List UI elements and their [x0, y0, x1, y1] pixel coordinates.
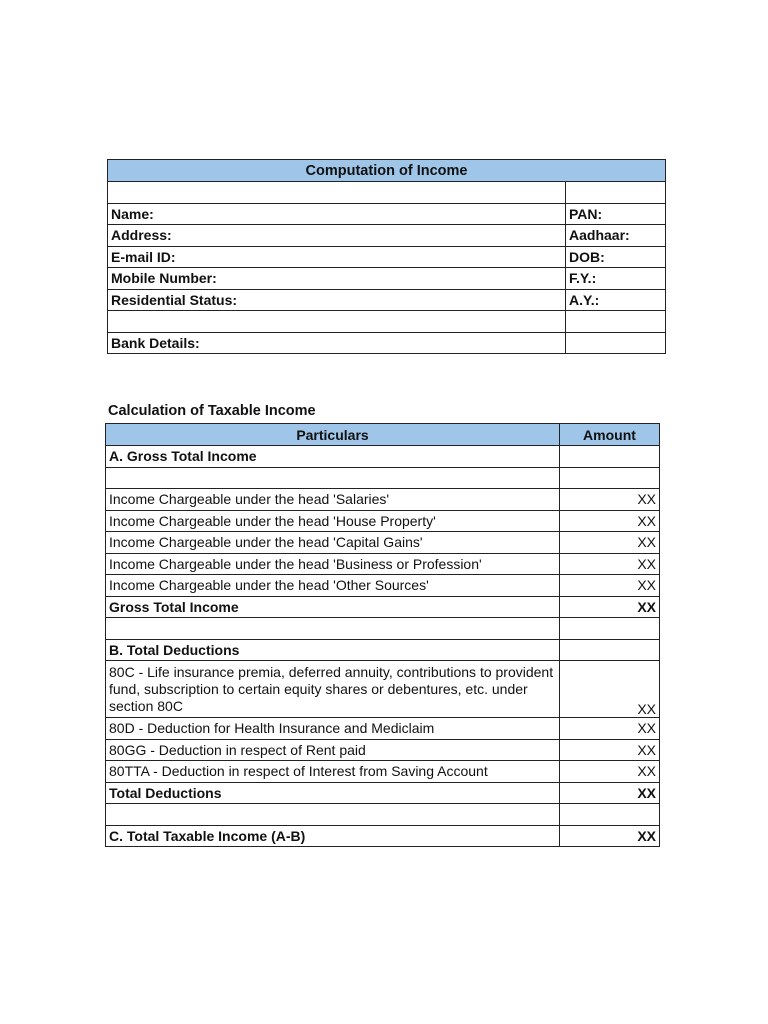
spacer-row [106, 804, 660, 826]
table-row [106, 510, 660, 532]
income-other-sources-label: Income Chargeable under the head 'Other Sources' [106, 575, 560, 597]
total-deductions-row [106, 782, 660, 804]
dob-label: DOB: [566, 246, 666, 268]
total-deductions-amount: XX [560, 782, 660, 804]
computation-of-income-table [107, 159, 666, 354]
mobile-number-label: Mobile Number: [108, 268, 566, 290]
income-business-amount: XX [560, 553, 660, 575]
email-label: E-mail ID: [108, 246, 566, 268]
deduction-80c-label: 80C - Life insurance premia, deferred annuity, contributions to provident fund, subscription to certain equity shares or debentures, etc. under section 80C [106, 661, 560, 718]
address-label: Address: [108, 225, 566, 247]
amount-header: Amount [560, 424, 660, 446]
computation-right-cell [566, 311, 666, 333]
computation-right-cell [566, 182, 666, 204]
computation-title: Computation of Income [108, 160, 666, 182]
gross-total-amount: XX [560, 596, 660, 618]
table-row [108, 203, 666, 225]
table-row [106, 575, 660, 597]
empty-cell [560, 467, 660, 489]
section-b-title: B. Total Deductions [106, 639, 560, 661]
aadhaar-label: Aadhaar: [566, 225, 666, 247]
empty-cell [560, 804, 660, 826]
total-taxable-income-label: C. Total Taxable Income (A-B) [106, 825, 560, 847]
gross-total-label: Gross Total Income [106, 596, 560, 618]
empty-cell [560, 446, 660, 468]
income-salaries-label: Income Chargeable under the head 'Salaries' [106, 489, 560, 511]
residential-status-label: Residential Status: [108, 289, 566, 311]
bank-details-value [566, 332, 666, 354]
table-row [106, 553, 660, 575]
deduction-80d-label: 80D - Deduction for Health Insurance and Mediclaim [106, 718, 560, 740]
calculation-title: Calculation of Taxable Income [108, 403, 316, 419]
section-a-title-row [106, 446, 660, 468]
name-label: Name: [108, 203, 566, 225]
table-row [108, 332, 666, 354]
empty-cell [106, 804, 560, 826]
spacer-row [106, 467, 660, 489]
deduction-80d-amount: XX [560, 718, 660, 740]
deduction-80tta-label: 80TTA - Deduction in respect of Interest from Saving Account [106, 761, 560, 783]
table-row [108, 182, 666, 204]
gross-total-row [106, 596, 660, 618]
ay-label: A.Y.: [566, 289, 666, 311]
table-row [106, 532, 660, 554]
section-b-title-row [106, 639, 660, 661]
taxable-income-header-row [106, 424, 660, 446]
table-row [108, 311, 666, 333]
table-row [108, 225, 666, 247]
table-row [106, 761, 660, 783]
deduction-80gg-label: 80GG - Deduction in respect of Rent paid [106, 739, 560, 761]
table-row [108, 246, 666, 268]
income-house-property-amount: XX [560, 510, 660, 532]
table-row [106, 739, 660, 761]
pan-label: PAN: [566, 203, 666, 225]
table-row [108, 289, 666, 311]
empty-cell [106, 467, 560, 489]
empty-cell [106, 618, 560, 640]
bank-details-label: Bank Details: [108, 332, 566, 354]
deduction-80c-amount: XX [560, 661, 660, 718]
income-house-property-label: Income Chargeable under the head 'House Property' [106, 510, 560, 532]
deduction-80tta-amount: XX [560, 761, 660, 783]
income-capital-gains-label: Income Chargeable under the head 'Capital Gains' [106, 532, 560, 554]
total-taxable-income-row [106, 825, 660, 847]
income-business-label: Income Chargeable under the head 'Business or Profession' [106, 553, 560, 575]
table-row [106, 661, 660, 718]
taxable-income-table [105, 423, 660, 847]
particulars-header: Particulars [106, 424, 560, 446]
table-row [106, 718, 660, 740]
total-deductions-label: Total Deductions [106, 782, 560, 804]
section-a-title: A. Gross Total Income [106, 446, 560, 468]
income-other-sources-amount: XX [560, 575, 660, 597]
income-capital-gains-amount: XX [560, 532, 660, 554]
computation-header-row [108, 160, 666, 182]
empty-cell [560, 618, 660, 640]
deduction-80gg-amount: XX [560, 739, 660, 761]
empty-cell [560, 639, 660, 661]
total-taxable-income-amount: XX [560, 825, 660, 847]
income-salaries-amount: XX [560, 489, 660, 511]
spacer-row [106, 618, 660, 640]
computation-left-cell [108, 182, 566, 204]
computation-left-cell [108, 311, 566, 333]
table-row [108, 268, 666, 290]
fy-label: F.Y.: [566, 268, 666, 290]
table-row [106, 489, 660, 511]
